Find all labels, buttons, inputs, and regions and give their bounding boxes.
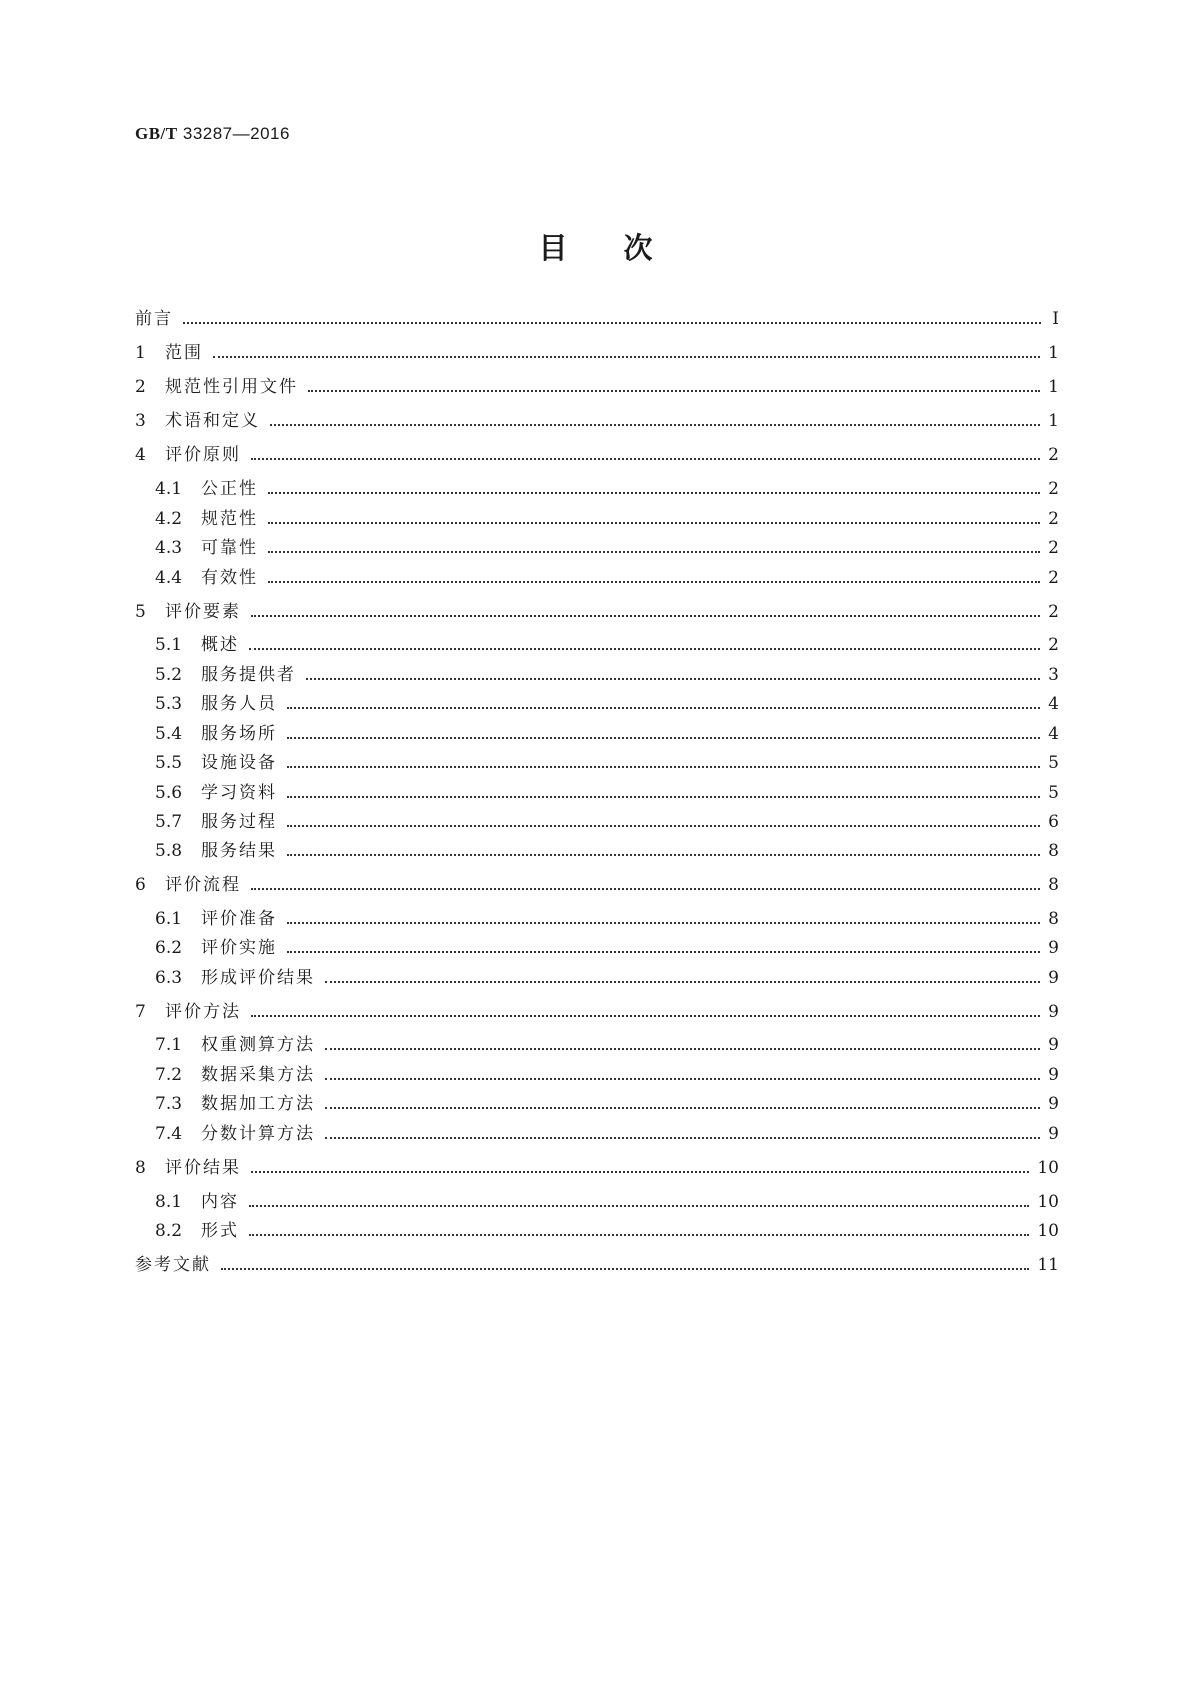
toc-entry-page: 9 bbox=[1048, 938, 1059, 958]
toc-entry-page: 5 bbox=[1048, 753, 1059, 773]
toc-entry-label: 设施设备 bbox=[201, 753, 277, 773]
toc-dot-leader bbox=[268, 522, 1040, 524]
toc-entry[interactable] bbox=[135, 341, 1059, 365]
toc-entry-number: 8.1 bbox=[155, 1192, 183, 1212]
toc-entry-number: 7 bbox=[135, 1002, 146, 1022]
toc-entry[interactable] bbox=[155, 477, 1059, 501]
standard-code bbox=[135, 124, 290, 144]
toc-dot-leader bbox=[221, 1268, 1029, 1270]
toc-entry-page: 2 bbox=[1048, 568, 1059, 588]
toc-entry-page: 8 bbox=[1048, 875, 1059, 895]
toc-entry-number: 4.2 bbox=[155, 509, 183, 529]
toc-entry-label: 服务人员 bbox=[201, 694, 277, 714]
toc-entry-label: 形成评价结果 bbox=[201, 968, 315, 988]
toc-entry-page: 2 bbox=[1048, 602, 1059, 622]
toc-entry-page: 8 bbox=[1048, 841, 1059, 861]
toc-entry-page: 3 bbox=[1048, 665, 1059, 685]
toc-dot-leader bbox=[270, 424, 1040, 426]
toc-entry-label: 规范性引用文件 bbox=[165, 377, 298, 397]
toc-entry-label: 形式 bbox=[201, 1221, 239, 1241]
toc-entry[interactable] bbox=[135, 1000, 1059, 1024]
toc-entry-number: 1 bbox=[135, 343, 146, 363]
toc-entry-number: 7.1 bbox=[155, 1035, 183, 1055]
toc-entry-number: 5.4 bbox=[155, 724, 183, 744]
toc-entry-page: 9 bbox=[1048, 1065, 1059, 1085]
toc-entry[interactable] bbox=[155, 663, 1059, 687]
toc-entry-number: 4.1 bbox=[155, 479, 183, 499]
toc-entry-number: 6 bbox=[135, 875, 146, 895]
toc-dot-leader bbox=[287, 854, 1040, 856]
toc-entry-page: 10 bbox=[1037, 1192, 1059, 1212]
toc-entry-label: 评价流程 bbox=[165, 875, 241, 895]
toc-entry-page: 6 bbox=[1048, 812, 1059, 832]
toc-entry-number: 4 bbox=[135, 445, 146, 465]
toc-entry[interactable] bbox=[155, 1092, 1059, 1116]
toc-entry-number: 4.4 bbox=[155, 568, 183, 588]
toc-dot-leader bbox=[325, 981, 1040, 983]
toc-dot-leader bbox=[325, 1137, 1040, 1139]
toc-entry-label: 服务过程 bbox=[201, 812, 277, 832]
toc-entry[interactable] bbox=[135, 1156, 1059, 1180]
toc-entry-label: 公正性 bbox=[201, 479, 258, 499]
toc-entry[interactable] bbox=[155, 507, 1059, 531]
toc-entry-page: 9 bbox=[1048, 968, 1059, 988]
toc-entry-page: 11 bbox=[1037, 1255, 1059, 1275]
toc-entry-page: 9 bbox=[1048, 1035, 1059, 1055]
toc-entry[interactable] bbox=[155, 781, 1059, 805]
toc-entry-page: 2 bbox=[1048, 479, 1059, 499]
toc-entry-number: 6.1 bbox=[155, 909, 183, 929]
toc-entry-label: 规范性 bbox=[201, 509, 258, 529]
toc-entry-label: 权重测算方法 bbox=[201, 1035, 315, 1055]
toc-entry-number: 5.6 bbox=[155, 783, 183, 803]
toc-entry-label: 学习资料 bbox=[201, 783, 277, 803]
toc-entry-number: 3 bbox=[135, 411, 146, 431]
toc-dot-leader bbox=[249, 1205, 1029, 1207]
toc-entry[interactable] bbox=[155, 1122, 1059, 1146]
toc-dot-leader bbox=[287, 951, 1040, 953]
toc-entry-number: 7.2 bbox=[155, 1065, 183, 1085]
toc-entry-page: 5 bbox=[1048, 783, 1059, 803]
toc-entry-label: 数据采集方法 bbox=[201, 1065, 315, 1085]
page-title: 目次 bbox=[538, 231, 709, 265]
toc-entry[interactable] bbox=[155, 810, 1059, 834]
toc-entry-label: 服务结果 bbox=[201, 841, 277, 861]
toc-entry-page: 2 bbox=[1048, 445, 1059, 465]
toc-entry-number: 5.8 bbox=[155, 841, 183, 861]
toc-dot-leader bbox=[325, 1048, 1040, 1050]
toc-entry[interactable] bbox=[155, 536, 1059, 560]
toc-entry[interactable] bbox=[155, 1219, 1059, 1243]
toc-entry-page: 2 bbox=[1048, 635, 1059, 655]
toc-entry-label: 分数计算方法 bbox=[201, 1124, 315, 1144]
toc-entry-label: 评价准备 bbox=[201, 909, 277, 929]
toc-entry[interactable] bbox=[135, 409, 1059, 433]
toc-dot-leader bbox=[268, 492, 1040, 494]
toc-entry-number: 7.4 bbox=[155, 1124, 183, 1144]
toc-entry-number: 5.2 bbox=[155, 665, 183, 685]
toc-dot-leader bbox=[251, 615, 1040, 617]
toc-dot-leader bbox=[251, 1015, 1040, 1017]
toc-entry-page: 2 bbox=[1048, 509, 1059, 529]
toc-entry-number: 6.3 bbox=[155, 968, 183, 988]
toc-entry[interactable] bbox=[155, 751, 1059, 775]
toc-dot-leader bbox=[183, 322, 1041, 324]
toc-dot-leader bbox=[308, 390, 1040, 392]
toc-entry[interactable] bbox=[135, 307, 1059, 331]
toc-entry[interactable] bbox=[155, 722, 1059, 746]
toc-entry-number: 2 bbox=[135, 377, 146, 397]
toc-dot-leader bbox=[268, 551, 1040, 553]
toc-entry-label: 内容 bbox=[201, 1192, 239, 1212]
toc-entry-page: 1 bbox=[1048, 343, 1059, 363]
toc-dot-leader bbox=[287, 737, 1040, 739]
toc-dot-leader bbox=[325, 1078, 1040, 1080]
toc-entry-label: 参考文献 bbox=[135, 1255, 211, 1275]
toc-entry-page: 1 bbox=[1048, 411, 1059, 431]
toc-entry[interactable] bbox=[155, 633, 1059, 657]
toc-entry[interactable] bbox=[135, 1253, 1059, 1277]
toc-entry-page: Ⅰ bbox=[1052, 309, 1059, 329]
toc-entry-number: 5.3 bbox=[155, 694, 183, 714]
toc-entry-page: 4 bbox=[1048, 694, 1059, 714]
toc-dot-leader bbox=[213, 356, 1040, 358]
toc-entry-label: 术语和定义 bbox=[165, 411, 260, 431]
toc-entry-page: 9 bbox=[1048, 1094, 1059, 1114]
toc-entry[interactable] bbox=[155, 1063, 1059, 1087]
toc-dot-leader bbox=[251, 1171, 1029, 1173]
toc-entry-label: 概述 bbox=[201, 635, 239, 655]
toc-entry-number: 6.2 bbox=[155, 938, 183, 958]
standard-prefix: GB/T bbox=[135, 124, 178, 143]
toc-entry-label: 前言 bbox=[135, 309, 173, 329]
toc-entry-page: 10 bbox=[1037, 1158, 1059, 1178]
toc-entry-page: 9 bbox=[1048, 1124, 1059, 1144]
toc-entry[interactable] bbox=[155, 907, 1059, 931]
toc-entry-label: 评价结果 bbox=[165, 1158, 241, 1178]
toc-entry-label: 服务提供者 bbox=[201, 665, 296, 685]
toc-entry[interactable] bbox=[135, 375, 1059, 399]
toc-dot-leader bbox=[287, 796, 1040, 798]
toc-entry-number: 5.5 bbox=[155, 753, 183, 773]
toc-dot-leader bbox=[268, 581, 1040, 583]
toc-dot-leader bbox=[251, 458, 1040, 460]
toc-entry[interactable] bbox=[155, 839, 1059, 863]
toc-entry-number: 8.2 bbox=[155, 1221, 183, 1241]
toc-entry-label: 可靠性 bbox=[201, 538, 258, 558]
toc-entry-number: 5.1 bbox=[155, 635, 183, 655]
toc-entry[interactable] bbox=[155, 1033, 1059, 1057]
toc-dot-leader bbox=[306, 678, 1040, 680]
toc-entry-label: 有效性 bbox=[201, 568, 258, 588]
toc-entry-label: 评价实施 bbox=[201, 938, 277, 958]
toc-entry[interactable] bbox=[155, 1190, 1059, 1214]
toc-entry-label: 服务场所 bbox=[201, 724, 277, 744]
toc-entry-label: 评价要素 bbox=[165, 602, 241, 622]
toc-entry-number: 5 bbox=[135, 602, 146, 622]
toc-entry-label: 评价方法 bbox=[165, 1002, 241, 1022]
toc-dot-leader bbox=[325, 1107, 1040, 1109]
toc-dot-leader bbox=[287, 766, 1040, 768]
toc-entry-label: 评价原则 bbox=[165, 445, 241, 465]
toc-dot-leader bbox=[287, 707, 1040, 709]
toc-entry[interactable] bbox=[155, 566, 1059, 590]
toc-entry[interactable] bbox=[135, 873, 1059, 897]
standard-number: 33287—2016 bbox=[182, 124, 290, 143]
toc-entry-number: 7.3 bbox=[155, 1094, 183, 1114]
toc-entry-page: 1 bbox=[1048, 377, 1059, 397]
toc-dot-leader bbox=[287, 825, 1040, 827]
toc-entry-number: 4.3 bbox=[155, 538, 183, 558]
toc-dot-leader bbox=[251, 888, 1040, 890]
toc-entry-page: 8 bbox=[1048, 909, 1059, 929]
toc-entry[interactable] bbox=[135, 443, 1059, 467]
toc-entry-number: 8 bbox=[135, 1158, 146, 1178]
toc-entry-label: 数据加工方法 bbox=[201, 1094, 315, 1114]
toc-dot-leader bbox=[249, 648, 1040, 650]
toc-entry[interactable] bbox=[155, 692, 1059, 716]
toc-entry[interactable] bbox=[155, 966, 1059, 990]
toc-entry-page: 9 bbox=[1048, 1002, 1059, 1022]
toc-entry-page: 10 bbox=[1037, 1221, 1059, 1241]
toc-entry-page: 4 bbox=[1048, 724, 1059, 744]
toc-dot-leader bbox=[249, 1234, 1029, 1236]
toc-entry-page: 2 bbox=[1048, 538, 1059, 558]
toc-entry[interactable] bbox=[135, 600, 1059, 624]
toc-entry-number: 5.7 bbox=[155, 812, 183, 832]
toc-entry-label: 范围 bbox=[165, 343, 203, 363]
toc-entry[interactable] bbox=[155, 936, 1059, 960]
toc-dot-leader bbox=[287, 922, 1040, 924]
